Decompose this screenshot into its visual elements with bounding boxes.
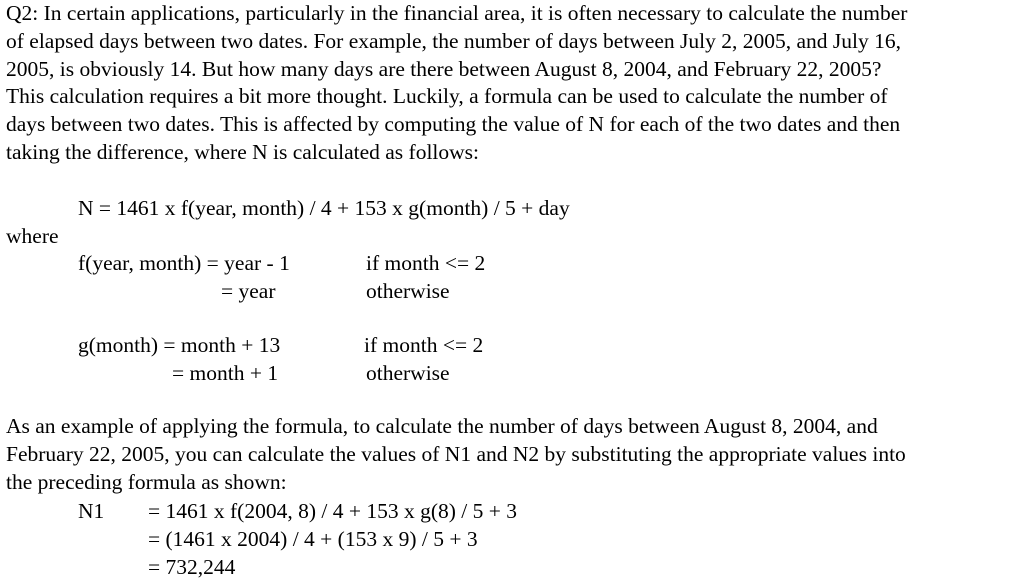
f-definition-line-2: = year (221, 279, 276, 303)
g-condition-line-2: otherwise (366, 361, 450, 385)
text-line: days between two dates. This is affected by computing the value of N for each of the two dates and then (6, 112, 901, 137)
f-condition-line-2: otherwise (366, 279, 450, 303)
g-condition-line-1: if month <= 2 (364, 333, 484, 357)
f-definition-line-1: f(year, month) = year - 1 (78, 251, 290, 275)
text-line: This calculation requires a bit more thought. Luckily, a formula can be used to calculate the number of (6, 84, 888, 109)
g-definition-line-1: g(month) = month + 13 (78, 333, 281, 357)
question-intro-paragraph (6, 0, 1016, 167)
text-line: the preceding formula as shown: (6, 469, 287, 494)
text-line: February 22, 2005, you can calculate the values of N1 and N2 by substituting the appropriate values into (6, 441, 906, 466)
example-paragraph (6, 413, 1016, 496)
f-condition-line-1: if month <= 2 (366, 251, 486, 275)
text-line: 2005, is obviously 14. But how many days are there between August 8, 2004, and February 22, 2005? (6, 56, 882, 81)
main-formula: N = 1461 x f(year, month) / 4 + 153 x g(month) / 5 + day (78, 196, 570, 220)
text-line: of elapsed days between two dates. For example, the number of days between July 2, 2005, and July 16, (6, 28, 902, 53)
n1-step-2: = (1461 x 2004) / 4 + (153 x 9) / 5 + 3 (148, 527, 478, 551)
n1-step-1: = 1461 x f(2004, 8) / 4 + 153 x g(8) / 5 + 3 (148, 499, 517, 523)
text-line: Q2: In certain applications, particularly in the financial area, it is often necessary to calculate the number (6, 1, 908, 25)
n1-step-3: = 732,244 (148, 555, 236, 579)
g-definition-line-2: = month + 1 (172, 361, 279, 385)
text-line: As an example of applying the formula, to calculate the number of days between August 8, 2004, and (6, 414, 878, 438)
n1-label: N1 (78, 499, 105, 523)
text-line: taking the difference, where N is calculated as follows: (6, 139, 480, 164)
where-label: where (6, 224, 59, 248)
